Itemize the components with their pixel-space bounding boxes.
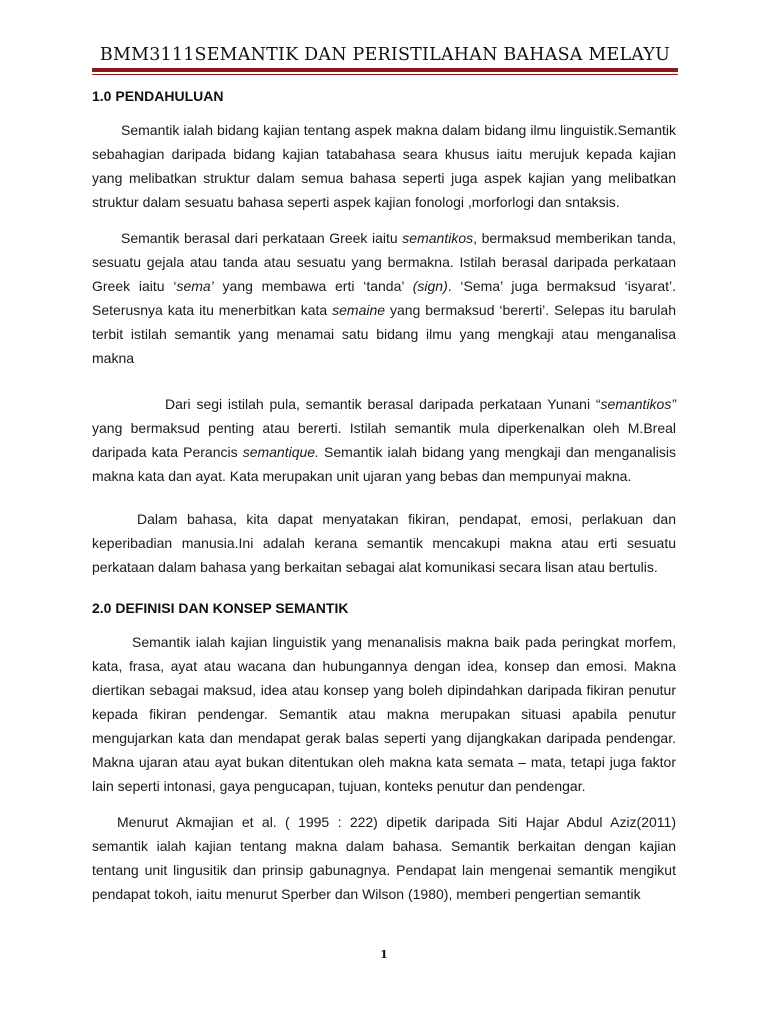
page-number: 1 — [380, 948, 388, 961]
paragraph: Dari segi istilah pula, semantik berasal daripada perkataan Yunani “semantikos” yang bermaksud penting atau bererti. Istilah semantik mula diperkenalkan oleh M.Breal daripada kata Perancis semantique. Semantik ialah bidang yang mengkaji dan menganalisis makna kata dan ayat. Kata merupakan unit ujaran yang bebas dan mempunyai makna. — [92, 396, 676, 484]
paragraph: Semantik ialah bidang kajian tentang aspek makna dalam bidang ilmu linguistik.Semantik sebahagian daripada bidang kajian tatabahasa seara khusus iaitu merujuk kepada kajian yang melibatkan struktur dalam semua bahasa seperti juga aspek kajian yang melibatkan struktur dalam sesuatu bahasa seperti aspek kajian fonologi ,morforlogi dan sntaksis. — [92, 122, 676, 210]
paragraph: Semantik berasal dari perkataan Greek iaitu semantikos, bermaksud memberikan tanda, sesuatu gejala atau tanda atau sesuatu yang bermakna. Istilah berasal daripada perkataan Greek iaitu ‘sema’ yang membawa erti ‘tanda’ (sign). ‘Sema’ juga bermaksud ‘isyarat’. Seterusnya kata itu menerbitkan kata semaine yang bermaksud ‘bererti’. Selepas itu barulah terbit istilah semantik yang menamai satu bidang ilmu yang mengkaji atau menganalisa makna — [92, 230, 676, 366]
document-body — [92, 86, 676, 906]
section-heading-definisi: 2.0 DEFINISI DAN KONSEP SEMANTIK — [92, 600, 349, 616]
paragraph: Dalam bahasa, kita dapat menyatakan fikiran, pendapat, emosi, perlakuan dan keperibadian manusia.Ini adalah kerana semantik mencakupi makna atau erti sesuatu perkataan dalam bahasa yang berkaitan sebagai alat komunikasi secara lisan atau bertulis. — [92, 511, 676, 575]
section-heading-pendahuluan: 1.0 PENDAHULUAN — [92, 88, 224, 104]
paragraph: Menurut Akmajian et al. ( 1995 : 222) dipetik daripada Siti Hajar Abdul Aziz(2011) semantik ialah kajian tentang makna dalam bahasa. Semantik berkaitan dengan kajian tentang unit lingusitik dan prinsip gabunagnya. Pendapat lain mengenai semantik mengikut pendapat tokoh, iaitu menurut Sperber dan Wilson (1980), memberi pengertian semantik — [92, 814, 676, 902]
header-rule-thick — [92, 68, 678, 72]
paragraph: Semantik ialah kajian linguistik yang menanalisis makna baik pada peringkat morfem, kata, frasa, ayat atau wacana dan hubungannya dengan idea, konsep dan emosi. Makna diertikan sebagai maksud, idea atau konsep yang boleh dipindahkan daripada fikiran penutur kepada fikiran pendengar. Semantik atau makna merupakan situasi apabila penutur mengujarkan kata dan mendapat gerak balas seperti yang dijangkakan daripada pendengar. Makna ujaran atau ayat bukan ditentukan oleh makna kata semata – mata, tetapi juga faktor lain seperti intonasi, gaya pengucapan, tujuan, konteks penutur dan pendengar. — [92, 634, 676, 794]
header-rule-thin — [92, 74, 678, 75]
document-header-title: BMM3111SEMANTIK DAN PERISTILAHAN BAHASA MELAYU — [99, 45, 671, 65]
